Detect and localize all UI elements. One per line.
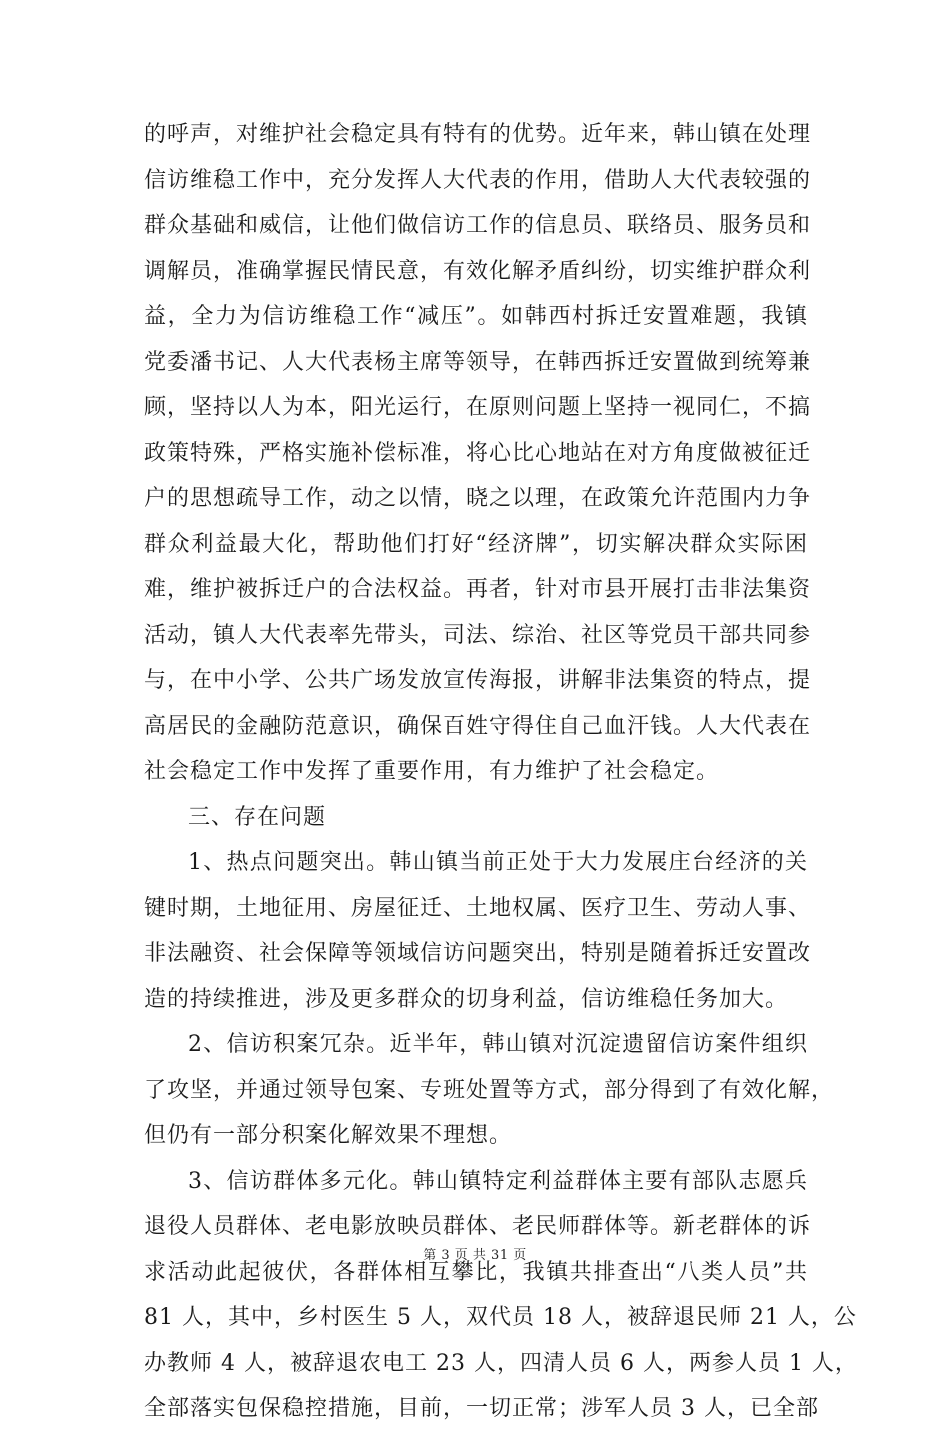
text-line: 3、信访群体多元化。韩山镇特定利益群体主要有部队志愿兵: [188, 1168, 808, 1194]
text-line: 全部落实包保稳控措施，目前，一切正常；涉军人员 3 人，已全部: [144, 1396, 819, 1421]
text-line: 求活动此起彼伏，各群体相互攀比，我镇共排查出“八类人员”共: [144, 1259, 808, 1285]
text-line: 活动，镇人大代表率先带头，司法、综治、社区等党员干部共同参: [144, 622, 812, 648]
text-line: 调解员，准确掌握民情民意，有效化解矛盾纠纷，切实维护群众利: [144, 258, 812, 284]
text-line: 社会稳定工作中发挥了重要作用，有力维护了社会稳定。: [144, 759, 720, 784]
text-line: 顾，坚持以人为本，阳光运行，在原则问题上坚持一视同仁，不搞: [144, 395, 812, 420]
page-footer: [0, 1244, 950, 1263]
text-line: 群众基础和威信，让他们做信访工作的信息员、联络员、服务员和: [144, 213, 812, 238]
text-line: 党委潘书记、人大代表杨主席等领导，在韩西拆迁安置做到统筹兼: [144, 349, 812, 375]
page-number: 第 3 页 共 31 页: [423, 1248, 527, 1263]
text-line: 政策特殊，严格实施补偿标准，将心比心地站在对方角度做被征迁: [144, 440, 812, 466]
text-line: 高居民的金融防范意识，确保百姓守得住自己血汗钱。人大代表在: [144, 713, 812, 739]
text-line: 了攻坚，并通过领导包案、专班处置等方式，部分得到了有效化解，: [144, 1077, 835, 1103]
body-text: [144, 112, 858, 1432]
text-line: 户的思想疏导工作，动之以情，晓之以理，在政策允许范围内力争: [144, 486, 812, 511]
text-line: 办教师 4 人，被辞退农电工 23 人，四清人员 6 人，两参人员 1 人，: [144, 1350, 858, 1376]
text-line: 2、信访积案冗杂。近半年，韩山镇对沉淀遗留信访案件组织: [188, 1032, 808, 1057]
text-line: 信访维稳工作中，充分发挥人大代表的作用，借助人大代表较强的: [144, 167, 812, 193]
text-line: 与，在中小学、公共广场发放宣传海报，讲解非法集资的特点，提: [144, 668, 812, 693]
text-line: 1、热点问题突出。韩山镇当前正处于大力发展庄台经济的关: [188, 850, 808, 875]
text-line: 非法融资、社会保障等领域信访问题突出，特别是随着拆迁安置改: [144, 941, 812, 966]
text-line: 三、存在问题: [188, 804, 327, 830]
text-line: 81 人，其中，乡村医生 5 人，双代员 18 人，被辞退民师 21 人，公: [144, 1305, 857, 1330]
text-line: 难，维护被拆迁户的合法权益。再者，针对市县开展打击非法集资: [144, 577, 812, 602]
text-line: 退役人员群体、老电影放映员群体、老民师群体等。新老群体的诉: [144, 1214, 812, 1239]
text-line: 的呼声，对维护社会稳定具有特有的优势。近年来，韩山镇在处理: [144, 122, 812, 147]
text-line: 造的持续推进，涉及更多群众的切身利益，信访维稳任务加大。: [144, 986, 789, 1012]
text-line: 群众利益最大化，帮助他们打好“经济牌”，切实解决群众实际困: [144, 531, 808, 557]
text-line: 但仍有一部分积案化解效果不理想。: [144, 1123, 513, 1148]
text-line: 益，全力为信访维稳工作“减压”。如韩西村拆迁安置难题，我镇: [144, 304, 808, 329]
text-line: 键时期，土地征用、房屋征迁、土地权属、医疗卫生、劳动人事、: [144, 895, 812, 921]
